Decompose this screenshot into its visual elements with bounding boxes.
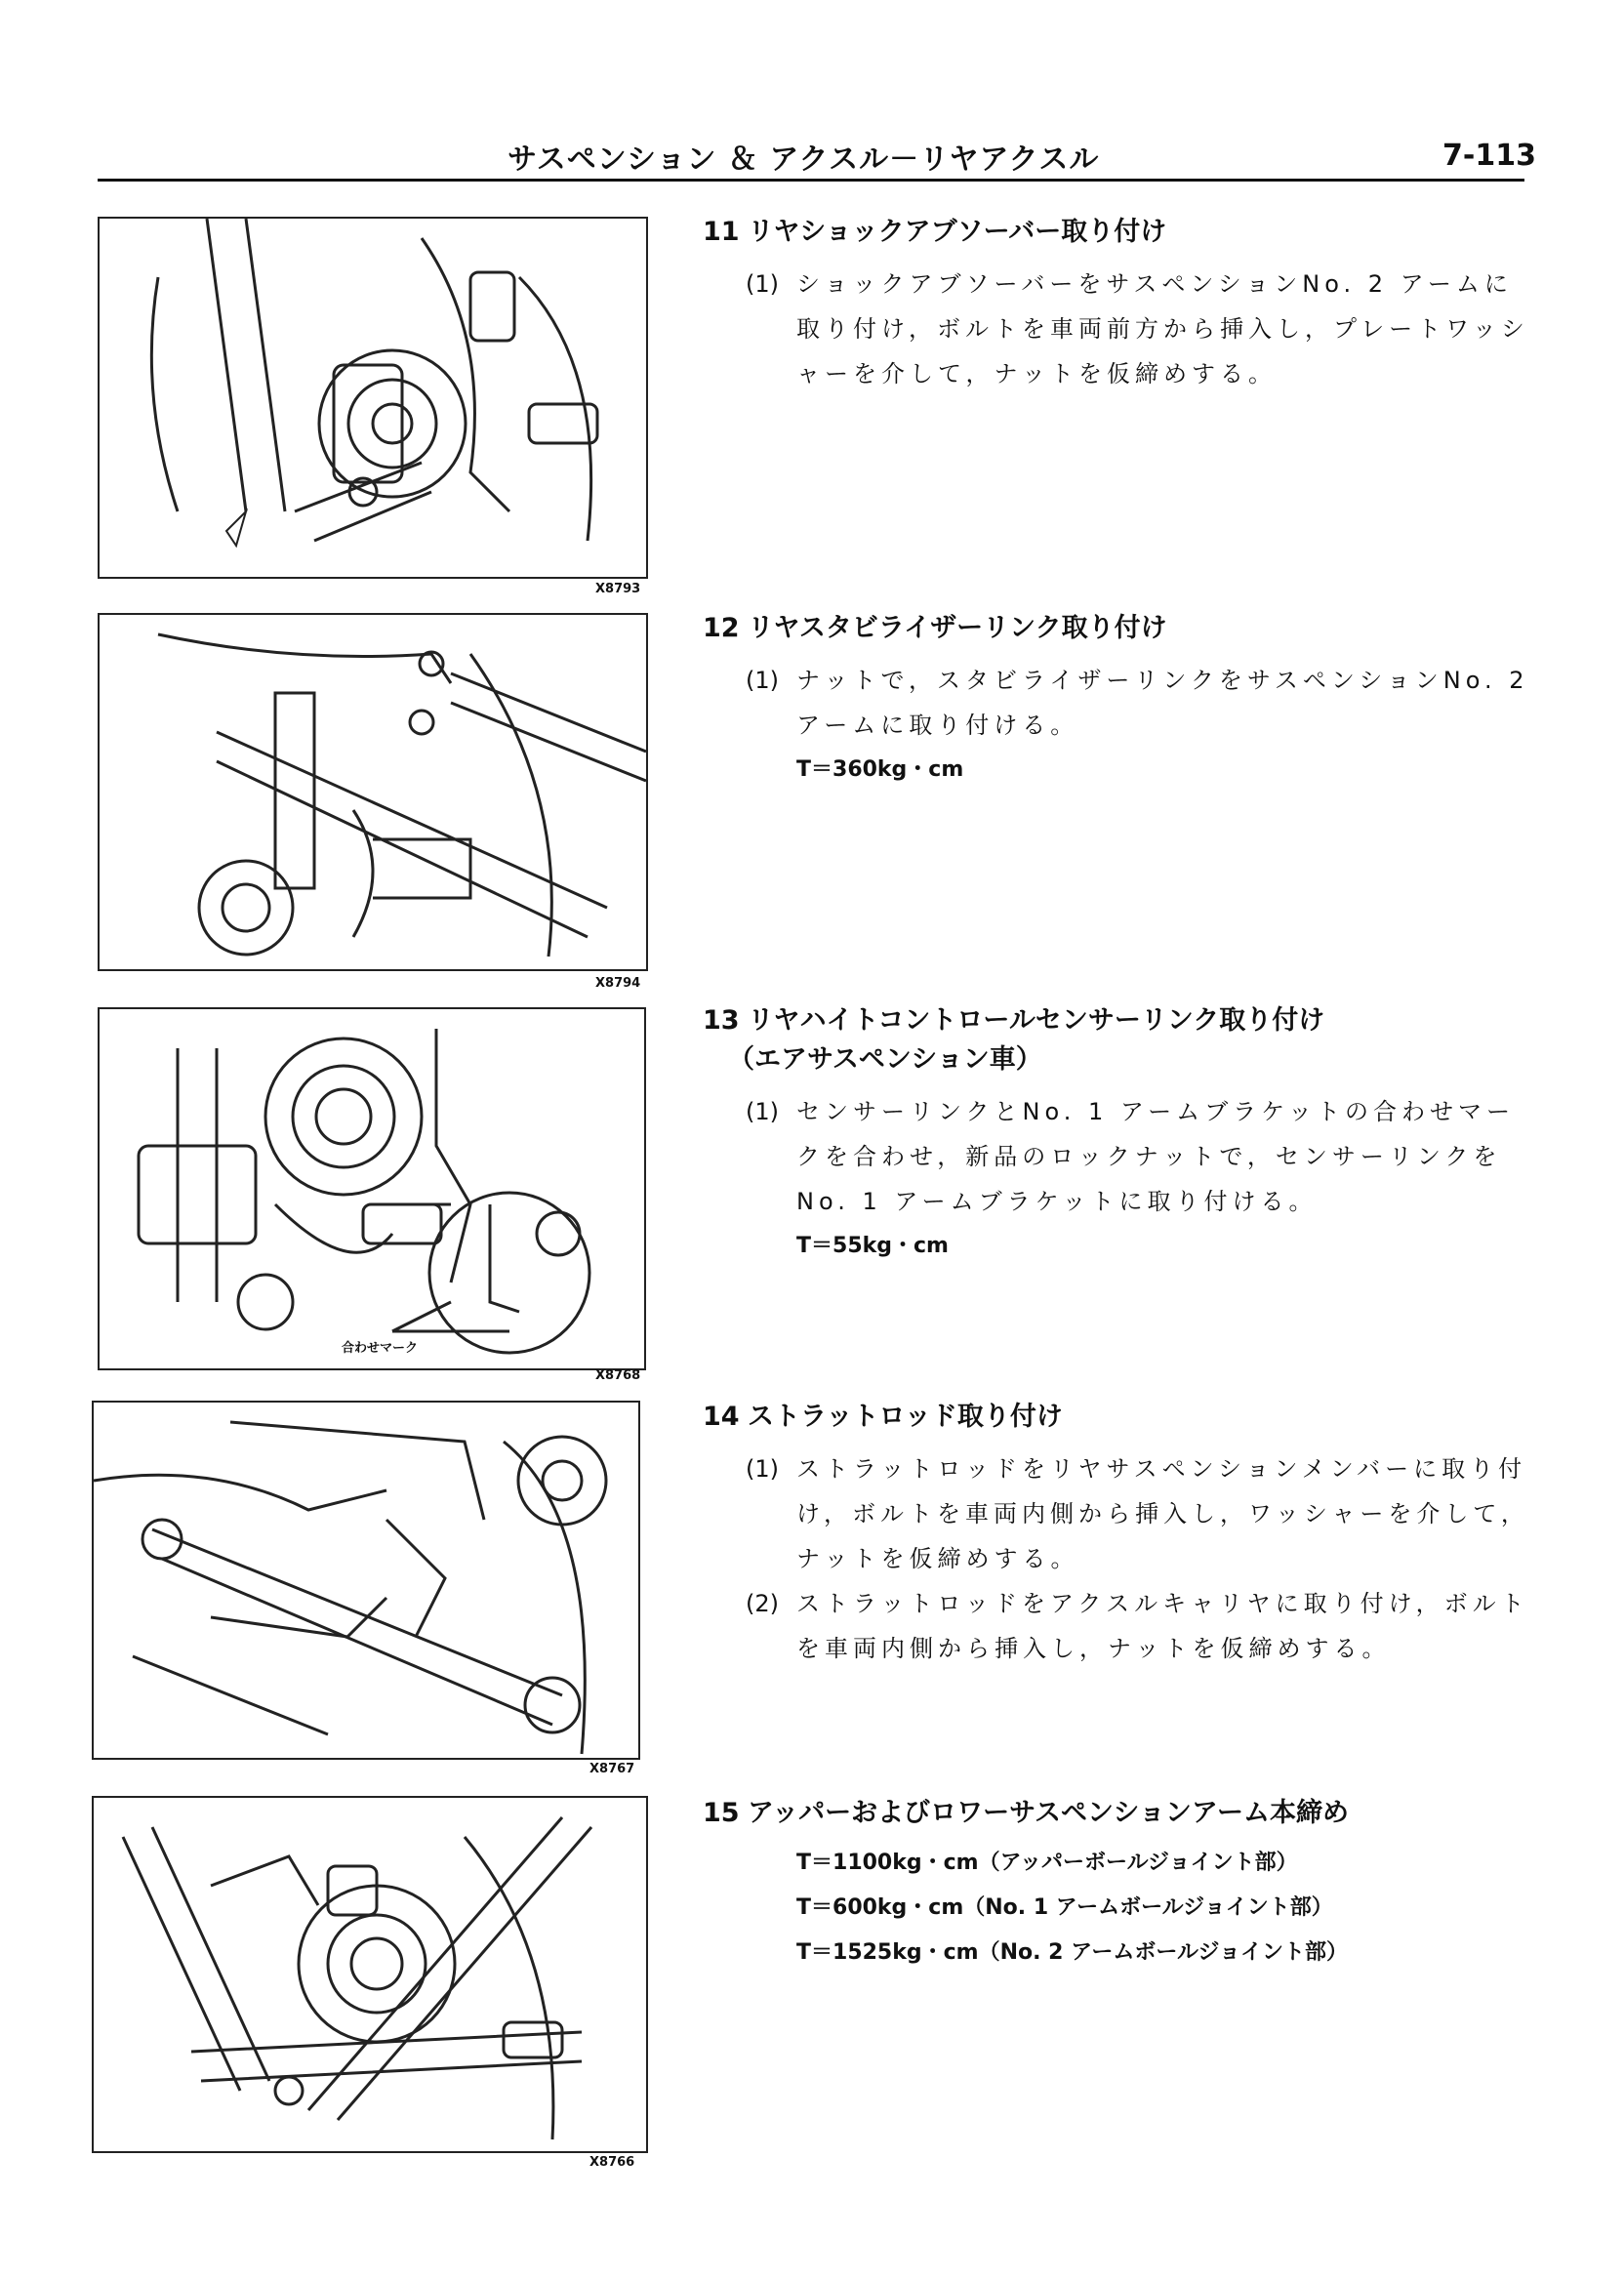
figure-height-sensor-link bbox=[98, 1007, 646, 1370]
section-15-title: アッパーおよびロワーサスペンションアーム本締め bbox=[748, 1798, 1350, 1828]
figure-code-2: X8794 bbox=[595, 976, 641, 991]
step-text: センサーリンクとNo. 1 アームブラケットの合わせマークを合わせ，新品のロックナットで，センサーリンクをNo. 1 アームブラケットに取り付ける。 bbox=[796, 1098, 1515, 1215]
section-15-heading bbox=[703, 1794, 1532, 1833]
section-13-torque: T＝55kg・cm bbox=[796, 1234, 949, 1258]
section-11-heading bbox=[703, 213, 1532, 252]
section-15-number: 15 bbox=[703, 1798, 740, 1828]
section-12-title: リヤスタビライザーリンク取り付け bbox=[748, 613, 1167, 643]
figure-callout-alignment-mark: 合わせマーク bbox=[342, 1341, 419, 1356]
section-13-heading bbox=[703, 1001, 1532, 1040]
step-marker: (2) bbox=[746, 1590, 779, 1617]
section-11-number: 11 bbox=[703, 217, 740, 247]
section-14-heading bbox=[703, 1398, 1532, 1437]
figure-code-5: X8766 bbox=[589, 2155, 635, 2170]
section-15 bbox=[703, 1794, 1532, 1975]
section-14-number: 14 bbox=[703, 1402, 740, 1432]
figure-strut-rod-drawing bbox=[94, 1403, 638, 1758]
figure-height-sensor-link-drawing bbox=[100, 1009, 644, 1368]
section-12-torque: T＝360kg・cm bbox=[796, 757, 964, 782]
figure-code-4: X8767 bbox=[589, 1762, 635, 1776]
section-11-step-1 bbox=[703, 262, 1532, 396]
figure-suspension-arms-drawing bbox=[94, 1798, 646, 2151]
section-11 bbox=[703, 213, 1532, 396]
step-marker: (1) bbox=[746, 1098, 779, 1125]
step-text: ストラットロッドをリヤサスペンションメンバーに取り付け，ボルトを車両内側から挿入し，ワッシャーを介して，ナットを仮締めする。 bbox=[796, 1455, 1529, 1572]
section-14-title: ストラットロッド取り付け bbox=[748, 1402, 1063, 1432]
section-12 bbox=[703, 609, 1532, 793]
section-13-title: リヤハイトコントロールセンサーリンク取り付け bbox=[748, 1005, 1325, 1036]
figure-shock-absorber-drawing bbox=[100, 219, 646, 577]
section-12-step-1 bbox=[703, 658, 1532, 748]
step-text: ショックアブソーバーをサスペンションNo. 2 アームに取り付け，ボルトを車両前方から挿入し，プレートワッシャーを介して，ナットを仮締めする。 bbox=[796, 270, 1529, 387]
page-number: 7-113 bbox=[1442, 139, 1536, 173]
section-12-number: 12 bbox=[703, 613, 740, 643]
step-marker: (1) bbox=[746, 270, 779, 298]
section-14-step-1 bbox=[703, 1446, 1532, 1581]
step-text: ナットで，スタビライザーリンクをサスペンションNo. 2 アームに取り付ける。 bbox=[796, 667, 1529, 739]
section-15-torque-no1: T＝600kg・cm（No. 1 アームボールジョイント部） bbox=[796, 1895, 1333, 1920]
section-13-step-1 bbox=[703, 1089, 1532, 1224]
section-15-torque-upper: T＝1100kg・cm（アッパーボールジョイント部） bbox=[796, 1851, 1298, 1875]
step-marker: (1) bbox=[746, 667, 779, 694]
step-marker: (1) bbox=[746, 1455, 779, 1483]
section-15-torque-no2: T＝1525kg・cm（No. 2 アームボールジョイント部） bbox=[796, 1940, 1349, 1965]
figure-code-1: X8793 bbox=[595, 582, 641, 596]
figure-code-3: X8768 bbox=[595, 1368, 641, 1383]
figure-shock-absorber bbox=[98, 217, 648, 579]
section-13-number: 13 bbox=[703, 1005, 740, 1036]
section-13-subtitle: （エアサスペンション車） bbox=[728, 1044, 1042, 1075]
figure-suspension-arms bbox=[92, 1796, 648, 2153]
figure-strut-rod bbox=[92, 1401, 640, 1760]
section-12-heading bbox=[703, 609, 1532, 648]
section-11-title: リヤショックアブソーバー取り付け bbox=[748, 217, 1167, 247]
section-14 bbox=[703, 1398, 1532, 1671]
header-rule bbox=[98, 179, 1524, 182]
section-13 bbox=[703, 1001, 1532, 1269]
page-header-title: サスペンション ＆ アクスル－リヤアクスル bbox=[508, 142, 1100, 177]
step-text: ストラットロッドをアクスルキャリヤに取り付け，ボルトを車両内側から挿入し，ナットを仮締めする。 bbox=[796, 1590, 1529, 1662]
figure-stabilizer-link-drawing bbox=[100, 615, 646, 969]
figure-stabilizer-link bbox=[98, 613, 648, 971]
section-14-step-2 bbox=[703, 1581, 1532, 1671]
